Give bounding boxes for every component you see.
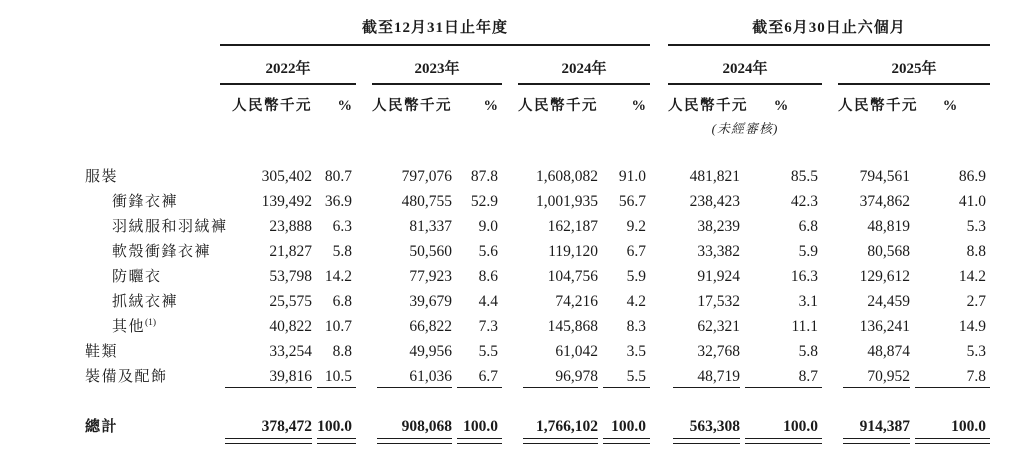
row-label-text: 總計 (85, 419, 119, 435)
column-gap (502, 261, 518, 286)
total-row (85, 408, 990, 446)
column-gap (822, 161, 838, 186)
amount-cell: 24,459 (867, 293, 911, 310)
unaudited-row-spacer (85, 115, 668, 137)
group-gap (650, 336, 668, 361)
row-spacer (85, 137, 990, 161)
amount-cell: 80,568 (867, 243, 911, 260)
amount-cell: 33,382 (697, 243, 741, 260)
percent-cell: 36.9 (324, 193, 352, 210)
year-header-2024-interim: 2024年 (668, 46, 822, 85)
percent-cell: 5.5 (478, 343, 498, 360)
amount-cell: 49,956 (409, 343, 452, 360)
percent-cell: 5.9 (798, 243, 819, 260)
row-label-text: 羽絨服和羽絨褲 (112, 219, 228, 235)
column-gap (356, 408, 372, 446)
table-row (85, 311, 990, 336)
currency-unit-header: 人民幣千元 (838, 98, 919, 114)
percent-cell: 6.7 (626, 243, 647, 260)
percent-cell: 2.7 (966, 293, 987, 310)
percent-cell: 10.7 (324, 318, 352, 335)
row-spacer (85, 386, 990, 408)
row-label (85, 336, 220, 361)
currency-unit-header: 人民幣千元 (232, 98, 312, 114)
percent-cell: 41.0 (958, 193, 987, 210)
table-row (85, 236, 990, 261)
row-label-text: 裝備及配飾 (85, 369, 168, 385)
percent-cell: 5.5 (598, 361, 650, 386)
amount-cell: 374,862 (859, 193, 911, 210)
percent-cell: 8.8 (332, 343, 352, 360)
row-label (85, 361, 220, 386)
group-gap (650, 85, 668, 115)
amount-cell: 74,216 (555, 293, 598, 310)
currency-unit-header: 人民幣千元 (518, 98, 598, 114)
percent-cell: 4.4 (478, 293, 498, 310)
header-body-spacer (85, 137, 990, 161)
amount-cell: 481,821 (689, 168, 741, 185)
amount-cell: 17,532 (697, 293, 741, 310)
percent-cell: 11.1 (791, 318, 819, 335)
amount-cell: 139,492 (261, 193, 312, 210)
unaudited-note-row (85, 115, 990, 137)
percent-cell: 9.0 (478, 218, 498, 235)
column-gap (356, 286, 372, 311)
amount-cell: 119,120 (548, 243, 598, 260)
column-gap (356, 261, 372, 286)
amount-cell: 1,608,082 (536, 168, 598, 185)
year-header-2025-interim: 2025年 (838, 46, 990, 85)
column-gap (356, 211, 372, 236)
amount-cell: 136,241 (859, 318, 911, 335)
amount-cell: 480,755 (401, 193, 452, 210)
percent-cell: 6.7 (452, 361, 502, 386)
column-gap (822, 46, 838, 85)
amount-cell: 797,076 (401, 168, 452, 185)
group-gap (650, 16, 668, 46)
percent-cell: 100.0 (910, 408, 990, 446)
amount-cell: 38,239 (697, 218, 741, 235)
amount-cell: 914,387 (838, 408, 910, 446)
percent-cell: 14.2 (324, 268, 352, 285)
column-gap (502, 46, 518, 85)
percent-cell: 7.3 (478, 318, 498, 335)
year-header-2023: 2023年 (372, 46, 502, 85)
percent-cell: 80.7 (324, 168, 352, 185)
row-label (85, 311, 220, 336)
table-body (85, 137, 990, 446)
percent-cell: 87.8 (470, 168, 498, 185)
percent-cell: 5.6 (478, 243, 498, 260)
column-gap (356, 361, 372, 386)
percent-cell: 100.0 (312, 408, 356, 446)
group-gap (650, 186, 668, 211)
percent-cell: 100.0 (598, 408, 650, 446)
row-label-text: 其他 (112, 319, 146, 335)
table-row (85, 286, 990, 311)
table-row (85, 336, 990, 361)
row-label-text: 服裝 (85, 169, 119, 185)
column-gap (502, 186, 518, 211)
pre-total-spacer (85, 386, 990, 408)
amount-cell: 96,978 (518, 361, 598, 386)
revenue-by-product-table (85, 16, 990, 446)
percent-cell: 42.3 (790, 193, 819, 210)
row-label-text: 衝鋒衣褲 (112, 194, 179, 210)
row-label (85, 236, 220, 261)
column-gap (822, 261, 838, 286)
table-row (85, 211, 990, 236)
column-gap (356, 46, 372, 85)
amount-cell: 40,822 (269, 318, 312, 335)
amount-cell: 25,575 (269, 293, 312, 310)
percent-cell: 100.0 (740, 408, 822, 446)
amount-cell: 91,924 (697, 268, 741, 285)
table-row (85, 161, 990, 186)
row-label (85, 161, 220, 186)
percent-cell: 8.7 (740, 361, 822, 386)
percent-cell: 5.9 (626, 268, 647, 285)
percent-cell: 56.7 (618, 193, 647, 210)
period-header-interim: 截至6月30日止六個月 (668, 16, 990, 46)
group-gap (650, 361, 668, 386)
column-gap (356, 236, 372, 261)
amount-cell: 1,766,102 (518, 408, 598, 446)
column-gap (822, 186, 838, 211)
year-header-2022: 2022年 (220, 46, 356, 85)
amount-cell: 70,952 (838, 361, 910, 386)
group-gap (650, 311, 668, 336)
percent-cell: 8.6 (478, 268, 498, 285)
percent-cell: 91.0 (618, 168, 647, 185)
column-gap (822, 311, 838, 336)
table-row (85, 261, 990, 286)
table-row (85, 186, 990, 211)
percent-cell: 5.8 (798, 343, 819, 360)
row-label-text: 抓絨衣褲 (112, 294, 179, 310)
amount-cell: 53,798 (269, 268, 312, 285)
amount-cell: 129,612 (859, 268, 911, 285)
column-gap (502, 286, 518, 311)
unaudited-row-spacer (822, 115, 990, 137)
amount-cell: 62,321 (697, 318, 741, 335)
group-gap (650, 211, 668, 236)
column-gap (502, 361, 518, 386)
column-gap (502, 211, 518, 236)
row-label-text: 鞋類 (85, 344, 119, 360)
percent-cell: 7.8 (910, 361, 990, 386)
percent-header: % (942, 98, 958, 114)
column-gap (502, 236, 518, 261)
currency-unit-header: 人民幣千元 (668, 98, 749, 114)
column-gap (822, 286, 838, 311)
group-gap (650, 161, 668, 186)
amount-cell: 48,819 (867, 218, 911, 235)
amount-cell: 23,888 (269, 218, 312, 235)
percent-cell: 9.2 (626, 218, 647, 235)
percent-cell: 10.5 (312, 361, 356, 386)
row-label-text: 防曬衣 (112, 269, 162, 285)
amount-cell: 33,254 (269, 343, 312, 360)
currency-unit-header: 人民幣千元 (372, 98, 452, 114)
group-gap (650, 236, 668, 261)
column-gap (822, 85, 838, 115)
label-column-spacer (85, 16, 220, 46)
row-label (85, 211, 228, 236)
column-gap (502, 161, 518, 186)
amount-cell: 32,768 (697, 343, 741, 360)
percent-cell: 8.8 (966, 243, 987, 260)
amount-cell: 305,402 (261, 168, 312, 185)
amount-cell: 77,923 (409, 268, 452, 285)
group-gap (650, 261, 668, 286)
amount-cell: 908,068 (372, 408, 452, 446)
column-gap (356, 186, 372, 211)
percent-cell: 16.3 (790, 268, 819, 285)
amount-cell: 104,756 (547, 268, 598, 285)
label-column-spacer (85, 85, 220, 115)
percent-cell: 5.3 (966, 343, 987, 360)
column-gap (356, 85, 372, 115)
percent-header: % (483, 98, 498, 114)
amount-cell: 61,036 (372, 361, 452, 386)
amount-cell: 39,679 (409, 293, 452, 310)
amount-cell: 794,561 (859, 168, 911, 185)
footnote-marker: (1) (145, 318, 157, 328)
percent-cell: 85.5 (790, 168, 819, 185)
column-gap (502, 408, 518, 446)
amount-cell: 563,308 (668, 408, 740, 446)
amount-cell: 21,827 (269, 243, 312, 260)
percent-cell: 14.9 (958, 318, 987, 335)
group-gap (650, 46, 668, 85)
year-header-row (85, 46, 990, 85)
row-label (85, 408, 220, 446)
unaudited-note: (未經審核) (711, 121, 779, 136)
percent-header: % (631, 98, 647, 114)
row-label-text: 軟殼衝鋒衣褲 (112, 244, 212, 260)
amount-cell: 1,001,935 (536, 193, 598, 210)
row-label (85, 186, 220, 211)
column-gap (822, 408, 838, 446)
amount-cell: 39,816 (220, 361, 312, 386)
amount-cell: 50,560 (409, 243, 452, 260)
amount-cell: 378,472 (220, 408, 312, 446)
column-gap (502, 336, 518, 361)
percent-cell: 52.9 (470, 193, 498, 210)
row-label (85, 261, 220, 286)
amount-cell: 48,719 (668, 361, 740, 386)
column-gap (822, 236, 838, 261)
group-gap (650, 408, 668, 446)
percent-header: % (773, 98, 789, 114)
column-gap (502, 85, 518, 115)
percent-cell: 4.2 (626, 293, 647, 310)
amount-cell: 66,822 (409, 318, 452, 335)
column-gap (502, 311, 518, 336)
column-gap (356, 336, 372, 361)
percent-cell: 100.0 (452, 408, 502, 446)
amount-cell: 145,868 (547, 318, 598, 335)
percent-cell: 86.9 (958, 168, 987, 185)
period-header-annual: 截至12月31日止年度 (220, 16, 650, 46)
amount-cell: 61,042 (555, 343, 598, 360)
amount-cell: 48,874 (867, 343, 911, 360)
amount-cell: 238,423 (689, 193, 741, 210)
percent-cell: 6.8 (332, 293, 352, 310)
group-gap (650, 286, 668, 311)
column-gap (356, 161, 372, 186)
column-gap (822, 361, 838, 386)
amount-cell: 162,187 (547, 218, 598, 235)
row-label (85, 286, 220, 311)
column-gap (822, 211, 838, 236)
amount-cell: 81,337 (409, 218, 452, 235)
percent-cell: 8.3 (626, 318, 647, 335)
percent-cell: 5.8 (332, 243, 352, 260)
unit-header-row (85, 85, 990, 115)
percent-cell: 5.3 (966, 218, 987, 235)
year-header-2024: 2024年 (518, 46, 650, 85)
percent-cell: 3.5 (626, 343, 647, 360)
percent-cell: 14.2 (958, 268, 987, 285)
label-column-spacer (85, 46, 220, 85)
percent-header: % (337, 98, 352, 114)
percent-cell: 3.1 (798, 293, 819, 310)
column-gap (356, 311, 372, 336)
period-group-header-row (85, 16, 990, 46)
percent-cell: 6.3 (332, 218, 352, 235)
column-gap (822, 336, 838, 361)
table-row (85, 361, 990, 386)
percent-cell: 6.8 (798, 218, 819, 235)
